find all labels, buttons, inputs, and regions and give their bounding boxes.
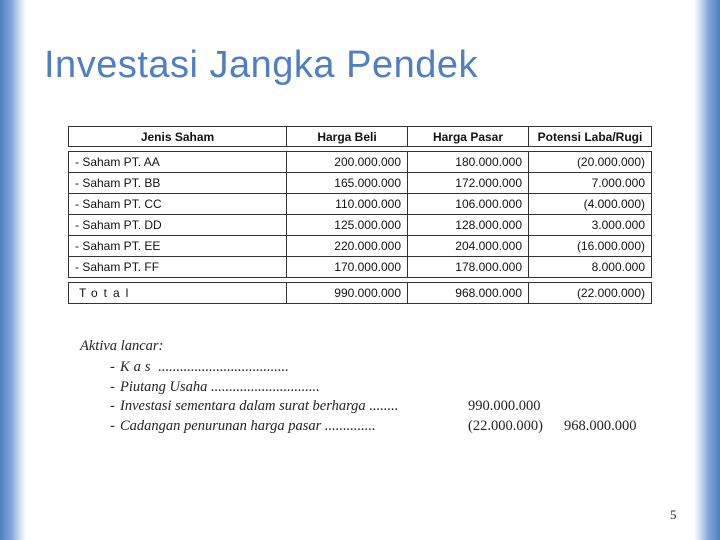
item-dots: .............................. [211,378,320,395]
item-label: Kas [120,359,155,375]
table-row [69,173,652,194]
total-beli: 990.000.000 [287,283,408,304]
table-row [69,152,652,173]
cell-name: - Saham PT. CC [69,194,287,215]
cell-name: - Saham PT. EE [69,236,287,257]
slide-title: Investasi Jangka Pendek [44,44,478,86]
item-dots: .............. [324,417,376,434]
total-pasar: 968.000.000 [408,283,529,304]
cell-potensi: 3.000.000 [529,215,652,236]
header-harga-pasar: Harga Pasar [408,127,529,147]
table-header-row [69,127,652,147]
right-gradient-bar [694,0,720,540]
item-dash: - [110,417,115,434]
item-label: Piutang Usaha [120,378,208,395]
table-total-row [69,283,652,304]
page-number: 5 [670,507,677,522]
item-dash: - [110,378,115,395]
cell-name: - Saham PT. AA [69,152,287,173]
table-row [69,257,652,278]
table-row [69,215,652,236]
table-row [69,194,652,215]
cell-beli: 220.000.000 [287,236,408,257]
cell-name: - Saham PT. DD [69,215,287,236]
item-dots: .................................... [158,359,289,375]
item-value: 990.000.000 [468,398,541,414]
cell-pasar: 180.000.000 [408,152,529,173]
cell-beli: 125.000.000 [287,215,408,236]
item-dash: - [110,398,115,414]
cell-pasar: 172.000.000 [408,173,529,194]
saham-table [68,126,652,304]
cell-potensi: (20.000.000) [529,152,652,173]
header-harga-beli: Harga Beli [287,127,408,147]
left-gradient-bar [0,0,26,540]
cell-potensi: 7.000.000 [529,173,652,194]
cell-pasar: 128.000.000 [408,215,529,236]
item-dash: - [110,359,115,375]
item-dots: ........ [369,398,399,414]
cell-beli: 165.000.000 [287,173,408,194]
item-net-value: 968.000.000 [564,417,637,434]
table-row [69,236,652,257]
header-potensi: Potensi Laba/Rugi [529,127,652,147]
item-label: Investasi sementara dalam surat berharga [120,398,366,414]
cell-potensi: (16.000.000) [529,236,652,257]
aktiva-item [80,378,320,399]
header-jenis-saham: Jenis Saham [69,127,287,147]
cell-potensi: 8.000.000 [529,257,652,278]
item-label: Cadangan penurunan harga pasar [120,417,322,434]
cell-beli: 170.000.000 [287,257,408,278]
cell-potensi: (4.000.000) [529,194,652,215]
aktiva-heading: Aktiva lancar: [80,338,164,354]
cell-name: - Saham PT. FF [69,257,287,278]
cell-pasar: 106.000.000 [408,194,529,215]
total-potensi: (22.000.000) [529,283,652,304]
aktiva-item [80,359,289,379]
cell-beli: 200.000.000 [287,152,408,173]
cell-beli: 110.000.000 [287,194,408,215]
cell-pasar: 178.000.000 [408,257,529,278]
aktiva-lancar-section [80,338,637,437]
aktiva-item [80,417,637,438]
total-label: Total [69,283,287,304]
aktiva-item [80,398,541,418]
cell-pasar: 204.000.000 [408,236,529,257]
cell-name: - Saham PT. BB [69,173,287,194]
item-value: (22.000.000) [468,417,543,434]
